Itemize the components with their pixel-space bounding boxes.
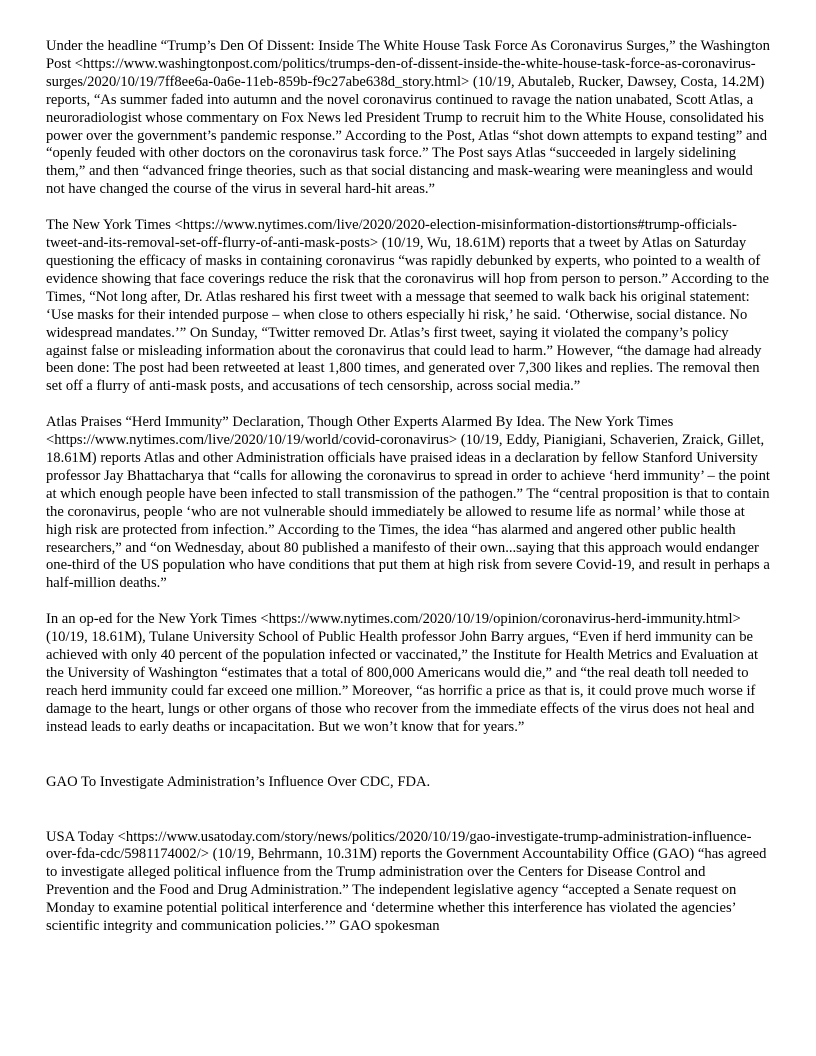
paragraph-barry-op-ed: In an op-ed for the New York Times <https://www.nytimes.com/2020/10/19/opinion/coronavirus-herd-immunity.html> (10/19, 18.61M), Tulane University School of Public Health professor John Barry argues, “Even if herd immunity can be achieved with only 40 percent of the population infected or vaccinated,” the Institute for Health Metrics and Evaluation at the University of Washington “estimates that a total of 800,000 Americans would die,” and “the real death toll needed to reach herd immunity could far exceed one million.” Moreover, “as horrific a price as that is, it could prove much worse if damage to the heart, lungs or other organs of those who recover from the immediate effects of the virus does not heal and instead leads to early deaths or incapacitation. But we won’t know that for years.” [46, 611, 759, 735]
paragraph-herd-immunity-declaration: Atlas Praises “Herd Immunity” Declaration, Though Other Experts Alarmed By Idea. The New York Times <https://www.nytimes.com/live/2020/10/19/world/covid-coronavirus> (10/19, Eddy, Pianigiani, Schaverien, Zraick, Gillet, 18.61M) reports Atlas and other Administration officials have praised ideas in a declaration by fellow Stanford University professor Jay Bhattacharya that “calls for allowing the coronavirus to spread in order to achieve ‘herd immunity’ – the point at which enough people have been infected to stall transmission of the pathogen.” The “central proposition is that to contain the coronavirus, people ‘who are not vulnerable should immediately be allowed to resume life as normal’ while those at high risk are protected from infection.” According to the Times, the idea “has alarmed and angered other public health researchers,” and “on Wednesday, about 80 published a manifesto of their own...saying that this approach would endanger one-third of the US population who have conditions that put them at high risk from severe Covid-19, and result in perhaps a half-million deaths.” [46, 414, 770, 592]
paragraph-gao-investigation: USA Today <https://www.usatoday.com/story/news/politics/2020/10/19/gao-investigate-trump-administration-influence-over-fda-cdc/5981174002/> (10/19, Behrmann, 10.31M) reports the Government Accountability Office (GAO) “has agreed to investigate alleged political influence from the Trump administration over the Centers for Disease Control and Prevention and the Food and Drug Administration.” The independent legislative agency “accepted a Senate request on Monday to examine potential political interference and ‘determine whether this interference has violated the agencies’ scientific integrity and communication policies.’” GAO spokesman [46, 828, 767, 935]
paragraph-atlas-task-force: Under the headline “Trump’s Den Of Dissent: Inside The White House Task Force As Coronavirus Surges,” the Washington Post <https://www.washingtonpost.com/politics/trumps-den-of-dissent-inside-the-white-house-task-force-as-coronavirus-surges/2020/10/19/7ff8ee6a-0a6e-11eb-859b-f9c27abe638d_story.html> (10/19, Abutaleb, Rucker, Dawsey, Costa, 14.2M) reports, “As summer faded into autumn and the novel coronavirus continued to ravage the nation unabated, Scott Atlas, a neuroradiologist whose commentary on Fox News led President Trump to recruit him to the White House, consolidated his power over the government’s pandemic response.” According to the Post, Atlas “shot down attempts to expand testing” and “openly feuded with other doctors on the coronavirus task force.” The Post says Atlas “succeeded in largely sidelining them,” and then “advanced fringe theories, such as that social distancing and mask-wearing were meaningless and would not have changed the course of the virus in several hard-hit areas.” [46, 38, 770, 198]
document-page [46, 38, 772, 954]
paragraph-atlas-mask-tweet: The New York Times <https://www.nytimes.com/live/2020/2020-election-misinformation-distortions#trump-officials-tweet-and-its-removal-set-off-flurry-of-anti-mask-posts> (10/19, Wu, 18.61M) reports that a tweet by Atlas on Saturday questioning the efficacy of masks in containing coronavirus “was rapidly debunked by experts, who pointed to a wealth of evidence showing that face coverings reduce the risk that the coronavirus will hop from person to person.” According to the Times, “Not long after, Dr. Atlas reshared his first tweet with a message that seemed to walk back his original statement: ‘Use masks for their intended purpose – when close to others especially hi risk,’ he said. ‘Otherwise, social distance. No widespread mandates.’” On Sunday, “Twitter removed Dr. Atlas’s first tweet, saying it violated the company’s policy against false or misleading information about the coronavirus that could lead to harm.” However, “the damage had already been done: The post had been retweeted at least 1,800 times, and generated over 7,300 likes and replies. The removal then set off a flurry of anti-mask posts, and accusations of tech censorship, across social media.” [46, 217, 769, 395]
section-heading-gao: GAO To Investigate Administration’s Influence Over CDC, FDA. [46, 773, 431, 790]
